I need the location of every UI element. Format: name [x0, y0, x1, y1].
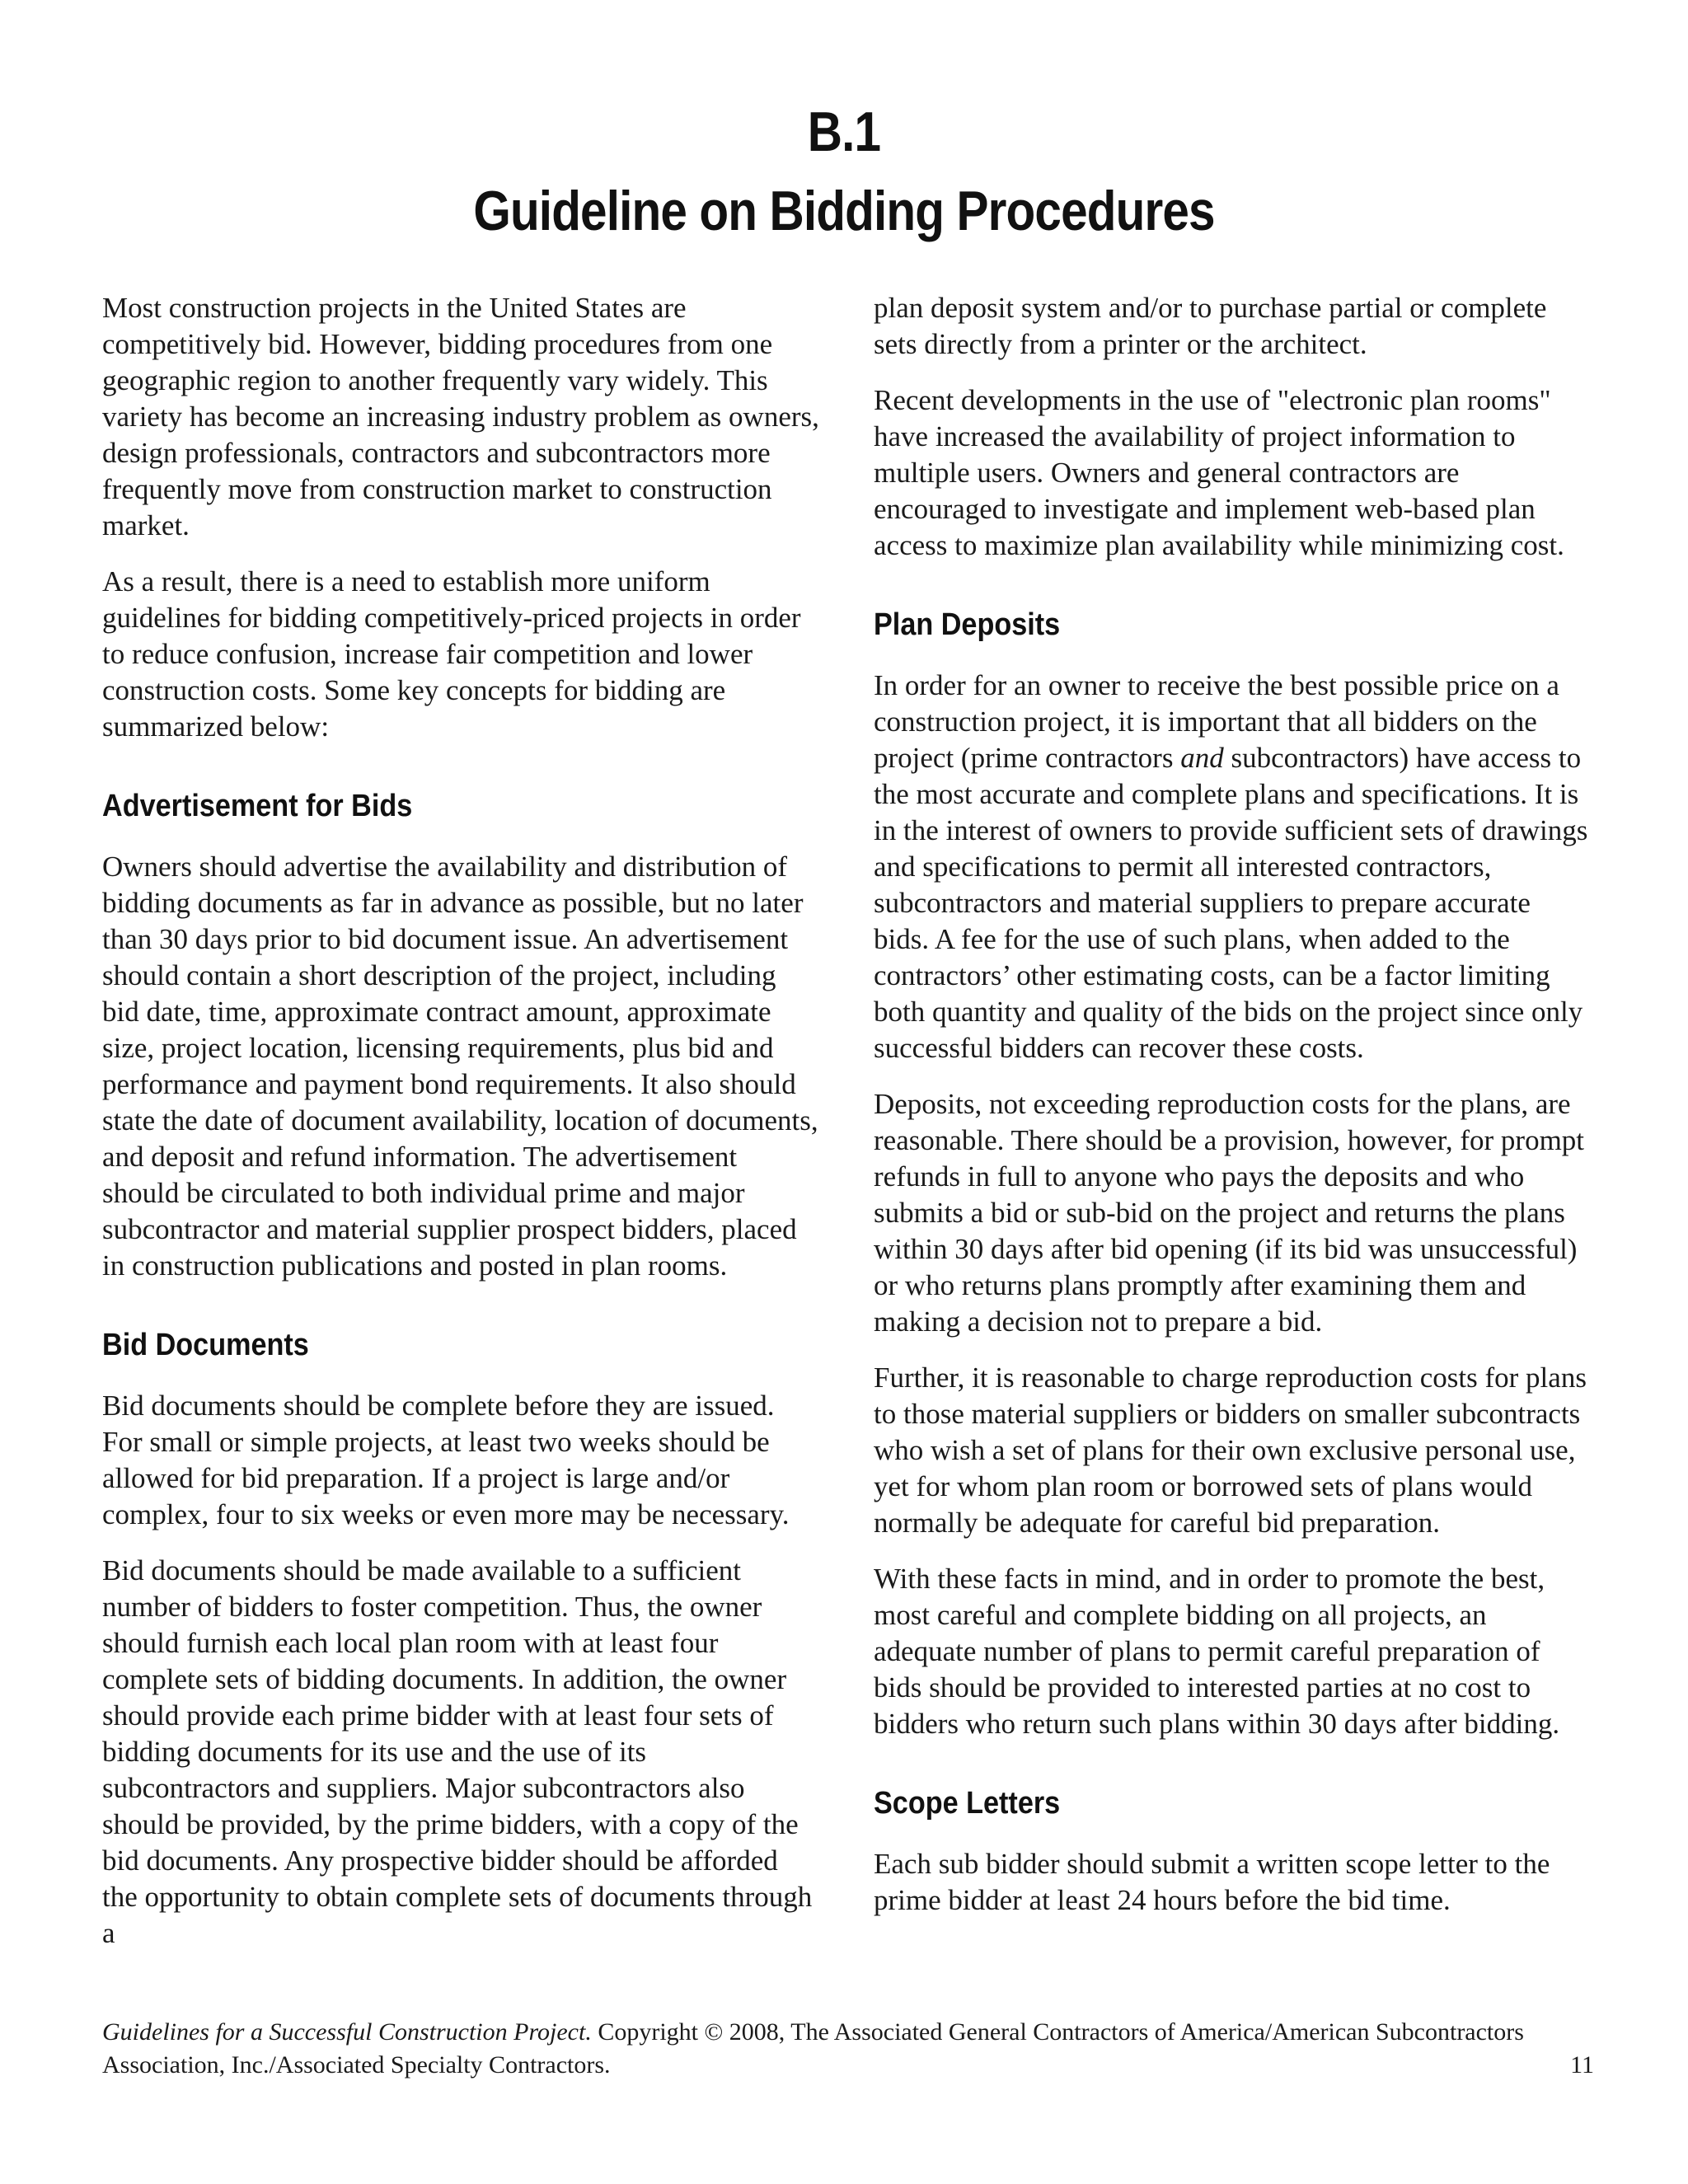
plan-deposits-heading: Plan Deposits — [874, 607, 1061, 642]
plan-deposits-paragraph-3: Further, it is reasonable to charge reproduction costs for plans to those material suppliers or bidders on smaller subcontracts who wish a set of plans for their own exclusive personal use, yet for whom plan room or borrowed sets of plans would normally be adequate for careful bid preparation. — [874, 1361, 1587, 1539]
left-column — [102, 290, 819, 1971]
section-number: B.1 — [807, 101, 881, 163]
copyright-notice: Copyright © 2008, The Associated General Contractors of America/American Subcontractors Association, Inc./Associated Specialty Contractors. — [102, 2018, 1524, 2079]
plan-deposits-paragraph-4: With these facts in mind, and in order to promote the best, most careful and complete bidding on all projects, an adequate number of plans to permit careful preparation of bids should be provided to interested parties at no cost to bidders who return such plans within 30 days after bidding. — [874, 1563, 1560, 1740]
intro-paragraph-1: Most construction projects in the United States are competitively bid. However, bidding procedures from one geographic region to another frequently vary widely. This variety has become an increasing industry problem as owners, design professionals, contractors and subcontractors more frequently move from construction market to construction market. — [102, 292, 819, 541]
plan-deposits-paragraph-1 — [874, 668, 1592, 1066]
advertisement-heading: Advertisement for Bids — [102, 789, 413, 823]
page-number: 11 — [1570, 2051, 1594, 2079]
intro-paragraph-2: As a result, there is a need to establish more uniform guidelines for bidding competitively-priced projects in order to reduce confusion, increase fair competition and lower construction costs. Some key concepts for bidding are summarized below: — [102, 565, 801, 743]
publication-title: Guidelines for a Successful Construction Project. — [102, 2018, 592, 2046]
advertisement-paragraph: Owners should advertise the availability and distribution of bidding documents as far in advance as possible, but no later than 30 days prior to bid document issue. An advertisement should contain a short description of the project, including bid date, time, approximate contract amount, approximate size, project location, licensing requirements, plus bid and performance and payment bond requirements. It also should state the date of document availability, location of documents, and deposit and refund information. The advertisement should be circulated to both individual prime and major subcontractor and material supplier prospect bidders, placed in construction publications and posted in plan rooms. — [102, 851, 818, 1282]
bid-documents-paragraph-1: Bid documents should be complete before they are issued. For small or simple projects, at least two weeks should be allowed for bid preparation. If a project is large and/or complex, four to six weeks or even more may be necessary. — [102, 1390, 790, 1530]
plan-deposits-paragraph-2: Deposits, not exceeding reproduction costs for the plans, are reasonable. There should be a provision, however, for prompt refunds in full to anyone who pays the deposits and who submits a bid or sub-bid on the project and returns the plans within 30 days after bid opening (if its bid was unsuccessful) or who returns plans promptly after examining them and making a decision not to prepare a bid. — [874, 1088, 1585, 1338]
page-footer — [102, 2016, 1594, 2082]
page-title — [0, 92, 1688, 251]
scope-letters-heading: Scope Letters — [874, 1786, 1061, 1821]
electronic-plan-rooms-paragraph: Recent developments in the use of "electronic plan rooms" have increased the availability of project information to multiple users. Owners and general contractors are encouraged to investigate and implement web-based plan access to maximize plan availability while minimizing cost. — [874, 384, 1564, 561]
right-column — [874, 290, 1592, 1938]
plan-deposits-text-a: In order for an owner to receive the best possible price on a construction project, it is important that all bidders on the project (prime contractors — [874, 669, 1559, 774]
scope-letters-paragraph: Each sub bidder should submit a written scope letter to the prime bidder at least 24 hours before the bid time. — [874, 1848, 1550, 1916]
continued-paragraph: plan deposit system and/or to purchase partial or complete sets directly from a printer or the architect. — [874, 292, 1547, 360]
emphasis-and: and — [1180, 742, 1224, 774]
plan-deposits-text-b: subcontractors) have access to the most accurate and complete plans and specifications. It is in the interest of owners to provide sufficient sets of drawings and specifications to permit all interested contractors, subcontractors and material suppliers to prepare accurate bids. A fee for the use of such plans, when added to the contractors’ other estimating costs, can be a factor limiting both quantity and quality of the bids on the project since only successful bidders can recover these costs. — [874, 742, 1588, 1064]
bid-documents-heading: Bid Documents — [102, 1328, 309, 1362]
section-heading: Guideline on Bidding Procedures — [473, 180, 1215, 242]
bid-documents-paragraph-2: Bid documents should be made available to a sufficient number of bidders to foster competition. Thus, the owner should furnish each local plan room with at least four complete sets of bidding documents. In addition, the owner should provide each prime bidder with at least four sets of bidding documents for its use and the use of its subcontractors and suppliers. Major subcontractors also should be provided, by the prime bidders, with a copy of the bid documents. Any prospective bidder should be afforded the opportunity to obtain complete sets of documents through a — [102, 1554, 813, 1949]
